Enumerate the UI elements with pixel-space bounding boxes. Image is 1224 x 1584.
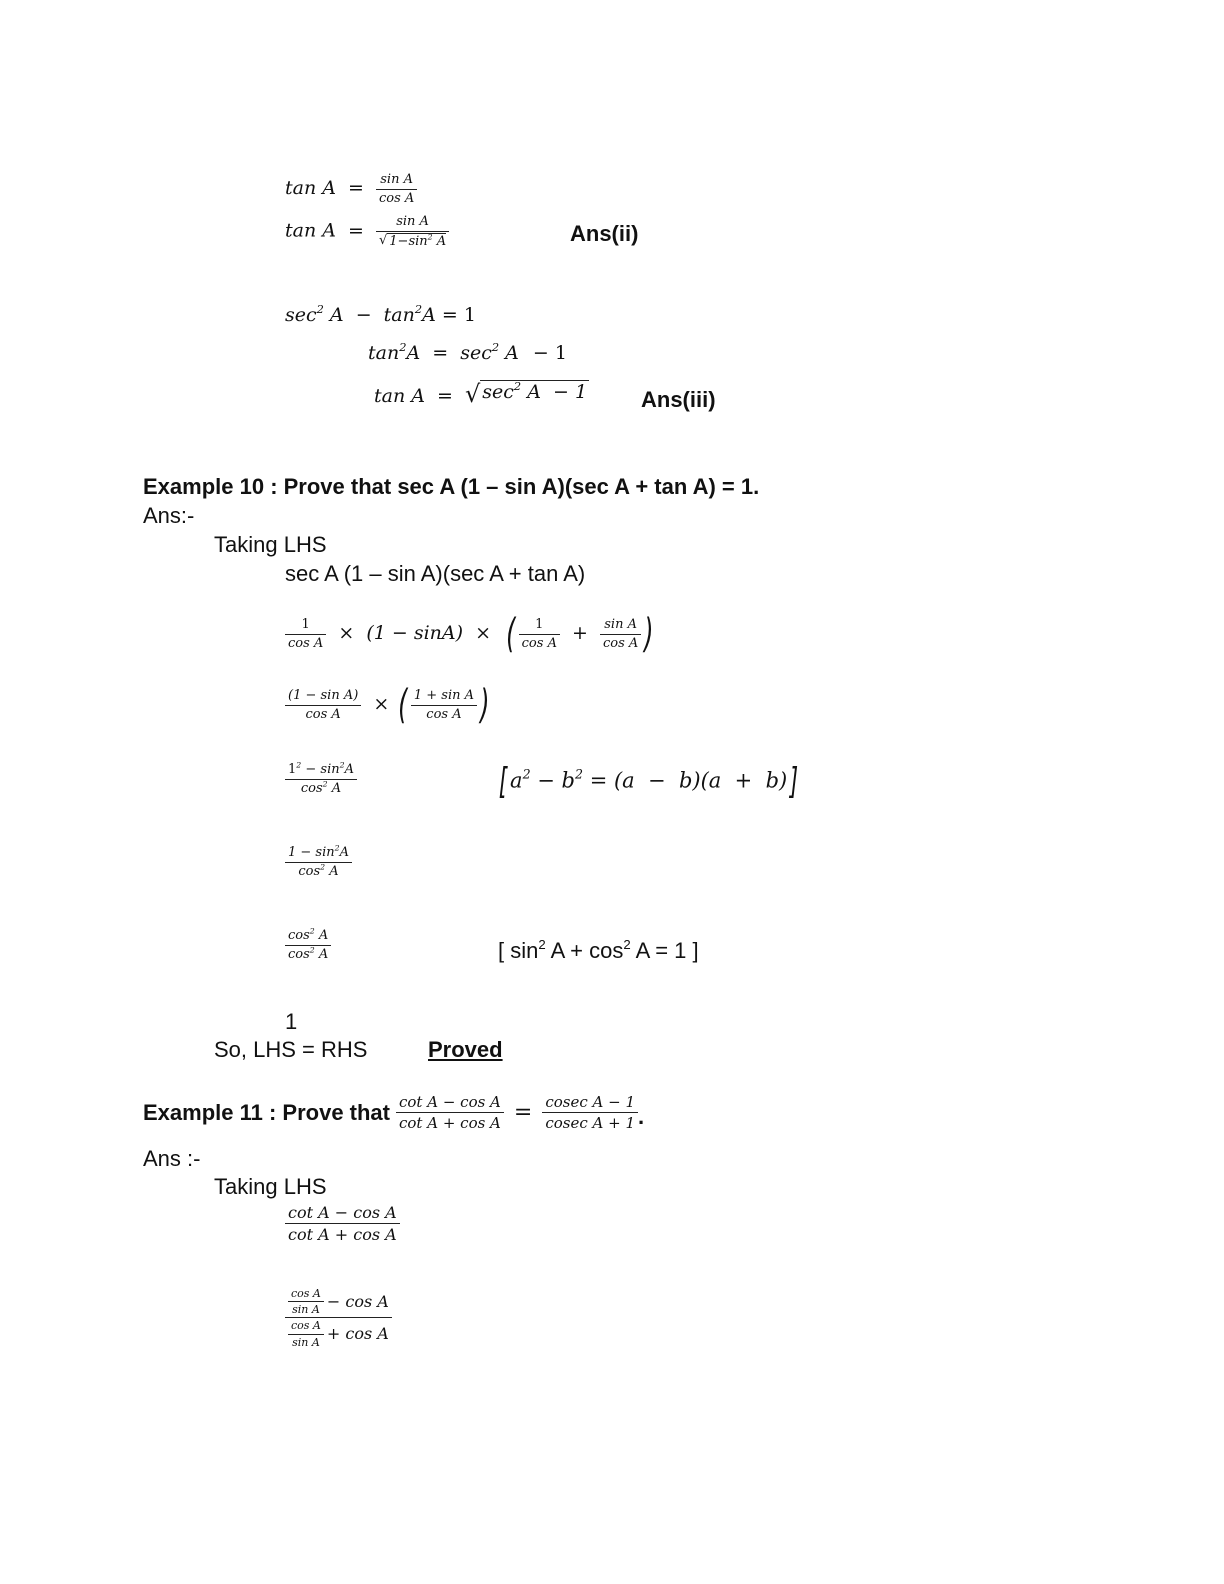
equals: = (513, 1100, 533, 1125)
sqrt-sign: √ $\sec^2 A - 1$ (464, 379, 588, 408)
example-10-ans-label: Ans:- (143, 503, 195, 528)
ans-iii-label: Ans(iii) (641, 387, 716, 412)
left-paren: ( (506, 611, 516, 657)
fraction: $\frac{\text{cot A − cos A}}{\text{cot A + cos A}}$ (285, 1203, 400, 1244)
fraction (376, 214, 449, 249)
title-prefix: Example 11 : Prove that (143, 1099, 390, 1125)
right-paren: ) (480, 682, 490, 728)
equals: = (348, 177, 364, 200)
fraction: $\frac{\text{sin A}}{\text{cos A}}$ (600, 617, 641, 651)
left-bracket: [ (498, 761, 508, 802)
tan-eq-sqrt-sec: tan A = √ $\sec^2 A - 1$ (374, 379, 588, 408)
numerator: sin A (396, 214, 429, 229)
lhs: tan A (285, 177, 336, 200)
pythagorean-identity-note: [ $\sin^2 A + \cos^2 A = 1$ ] (498, 936, 699, 963)
rhs-fraction: $\frac{\text{cosec A − 1}}{\text{cosec A + 1}}$ (542, 1093, 638, 1132)
tan-eq-sin-over-cos (285, 172, 417, 206)
example-10-step-2: $\frac{\text{(1 − sin A)}}{\text{cos A}}$ × ( $\frac{\text{1 + sin A}}{\text{cos A}}$ ) (285, 685, 493, 725)
left-paren: ( (398, 682, 408, 728)
right-bracket: ] (790, 761, 799, 802)
example-10-conclusion: So, LHS = RHS (214, 1037, 368, 1062)
fraction: $\frac{1^2 - \sin^2A}{\cos^2 A}$ (285, 762, 357, 796)
sec-tan-identity: $\sec^2 A - \tan^2A = 1$ (285, 302, 476, 326)
fraction-bar (376, 231, 449, 232)
ans-ii-label: Ans(ii) (570, 221, 639, 246)
fraction: $\frac{\text{1 + sin A}}{\text{cos A}}$ (411, 688, 477, 722)
tan-squared-expression: $\tan^2A = \sec^2 A - 1$ (368, 340, 567, 364)
denominator: cos A (378, 190, 415, 206)
denominator (376, 233, 449, 250)
fraction: $\frac{1 - \sin^2A}{\cos^2 A}$ (285, 845, 352, 879)
lhs: tan A (285, 219, 336, 242)
example-11-taking-lhs: Taking LHS (214, 1174, 327, 1199)
lhs-fraction: $\frac{\text{cot A − cos A}}{\text{cot A + cos A}}$ (396, 1093, 504, 1132)
compound-fraction: $\frac{\text{cos A}}{\text{sin A}}$ − cos A $\frac{\text{cos A}}{\text{sin A}}$ + cos A (285, 1287, 392, 1349)
numerator: sin A (380, 172, 413, 187)
right-paren: ) (644, 611, 654, 657)
proved-label: Proved (428, 1037, 503, 1062)
tan-eq-sqrt-expression (285, 214, 449, 249)
sqrt-sign: √ $1-\sin^2$ A (378, 232, 447, 249)
fraction: $\frac{\cos^2 A}{\cos^2 A}$ (285, 928, 331, 962)
example-10-step-5 (285, 928, 331, 962)
example-11-step-2 (285, 1287, 392, 1349)
example-10-title: Example 10 : Prove that sec A (1 – sin A)(sec A + tan A) = 1. (143, 474, 760, 499)
example-10-step-4 (285, 845, 352, 879)
example-10-result: 1 (285, 1009, 298, 1034)
example-10-step-1: $\frac{1}{\text{cos A}}$ × (1 − sinA) × ( $\frac{1}{\text{cos A}}$ + $\frac{\text{sin A}}{\text{cos A}}$ ) (285, 614, 657, 654)
example-10-lhs-expression: sec A (1 – sin A)(sec A + tan A) (285, 561, 586, 586)
example-10-step-3 (285, 762, 357, 796)
example-11-title: Example 11 : Prove that $\frac{\text{cot A − cos A}}{\text{cot A + cos A}}$ = $\frac{\text{cosec A − 1}}{\text{cosec A + 1}}$ . (143, 1093, 645, 1132)
example-10-taking-lhs: Taking LHS (214, 532, 327, 557)
fraction: $\frac{\text{(1 − sin A)}}{\text{cos A}}$ (285, 688, 361, 722)
example-11-ans-label: Ans :- (143, 1146, 201, 1171)
example-11-step-1 (285, 1203, 400, 1244)
equals: = (348, 219, 364, 242)
fraction (376, 172, 417, 206)
difference-of-squares-note: [ $a^2 - b^2 = (a - b)(a + b)$] (498, 761, 799, 802)
fraction: $\frac{1}{\text{cos A}}$ (519, 617, 560, 651)
fraction: $\frac{1}{\text{cos A}}$ (285, 617, 326, 651)
fraction-bar (376, 189, 417, 190)
